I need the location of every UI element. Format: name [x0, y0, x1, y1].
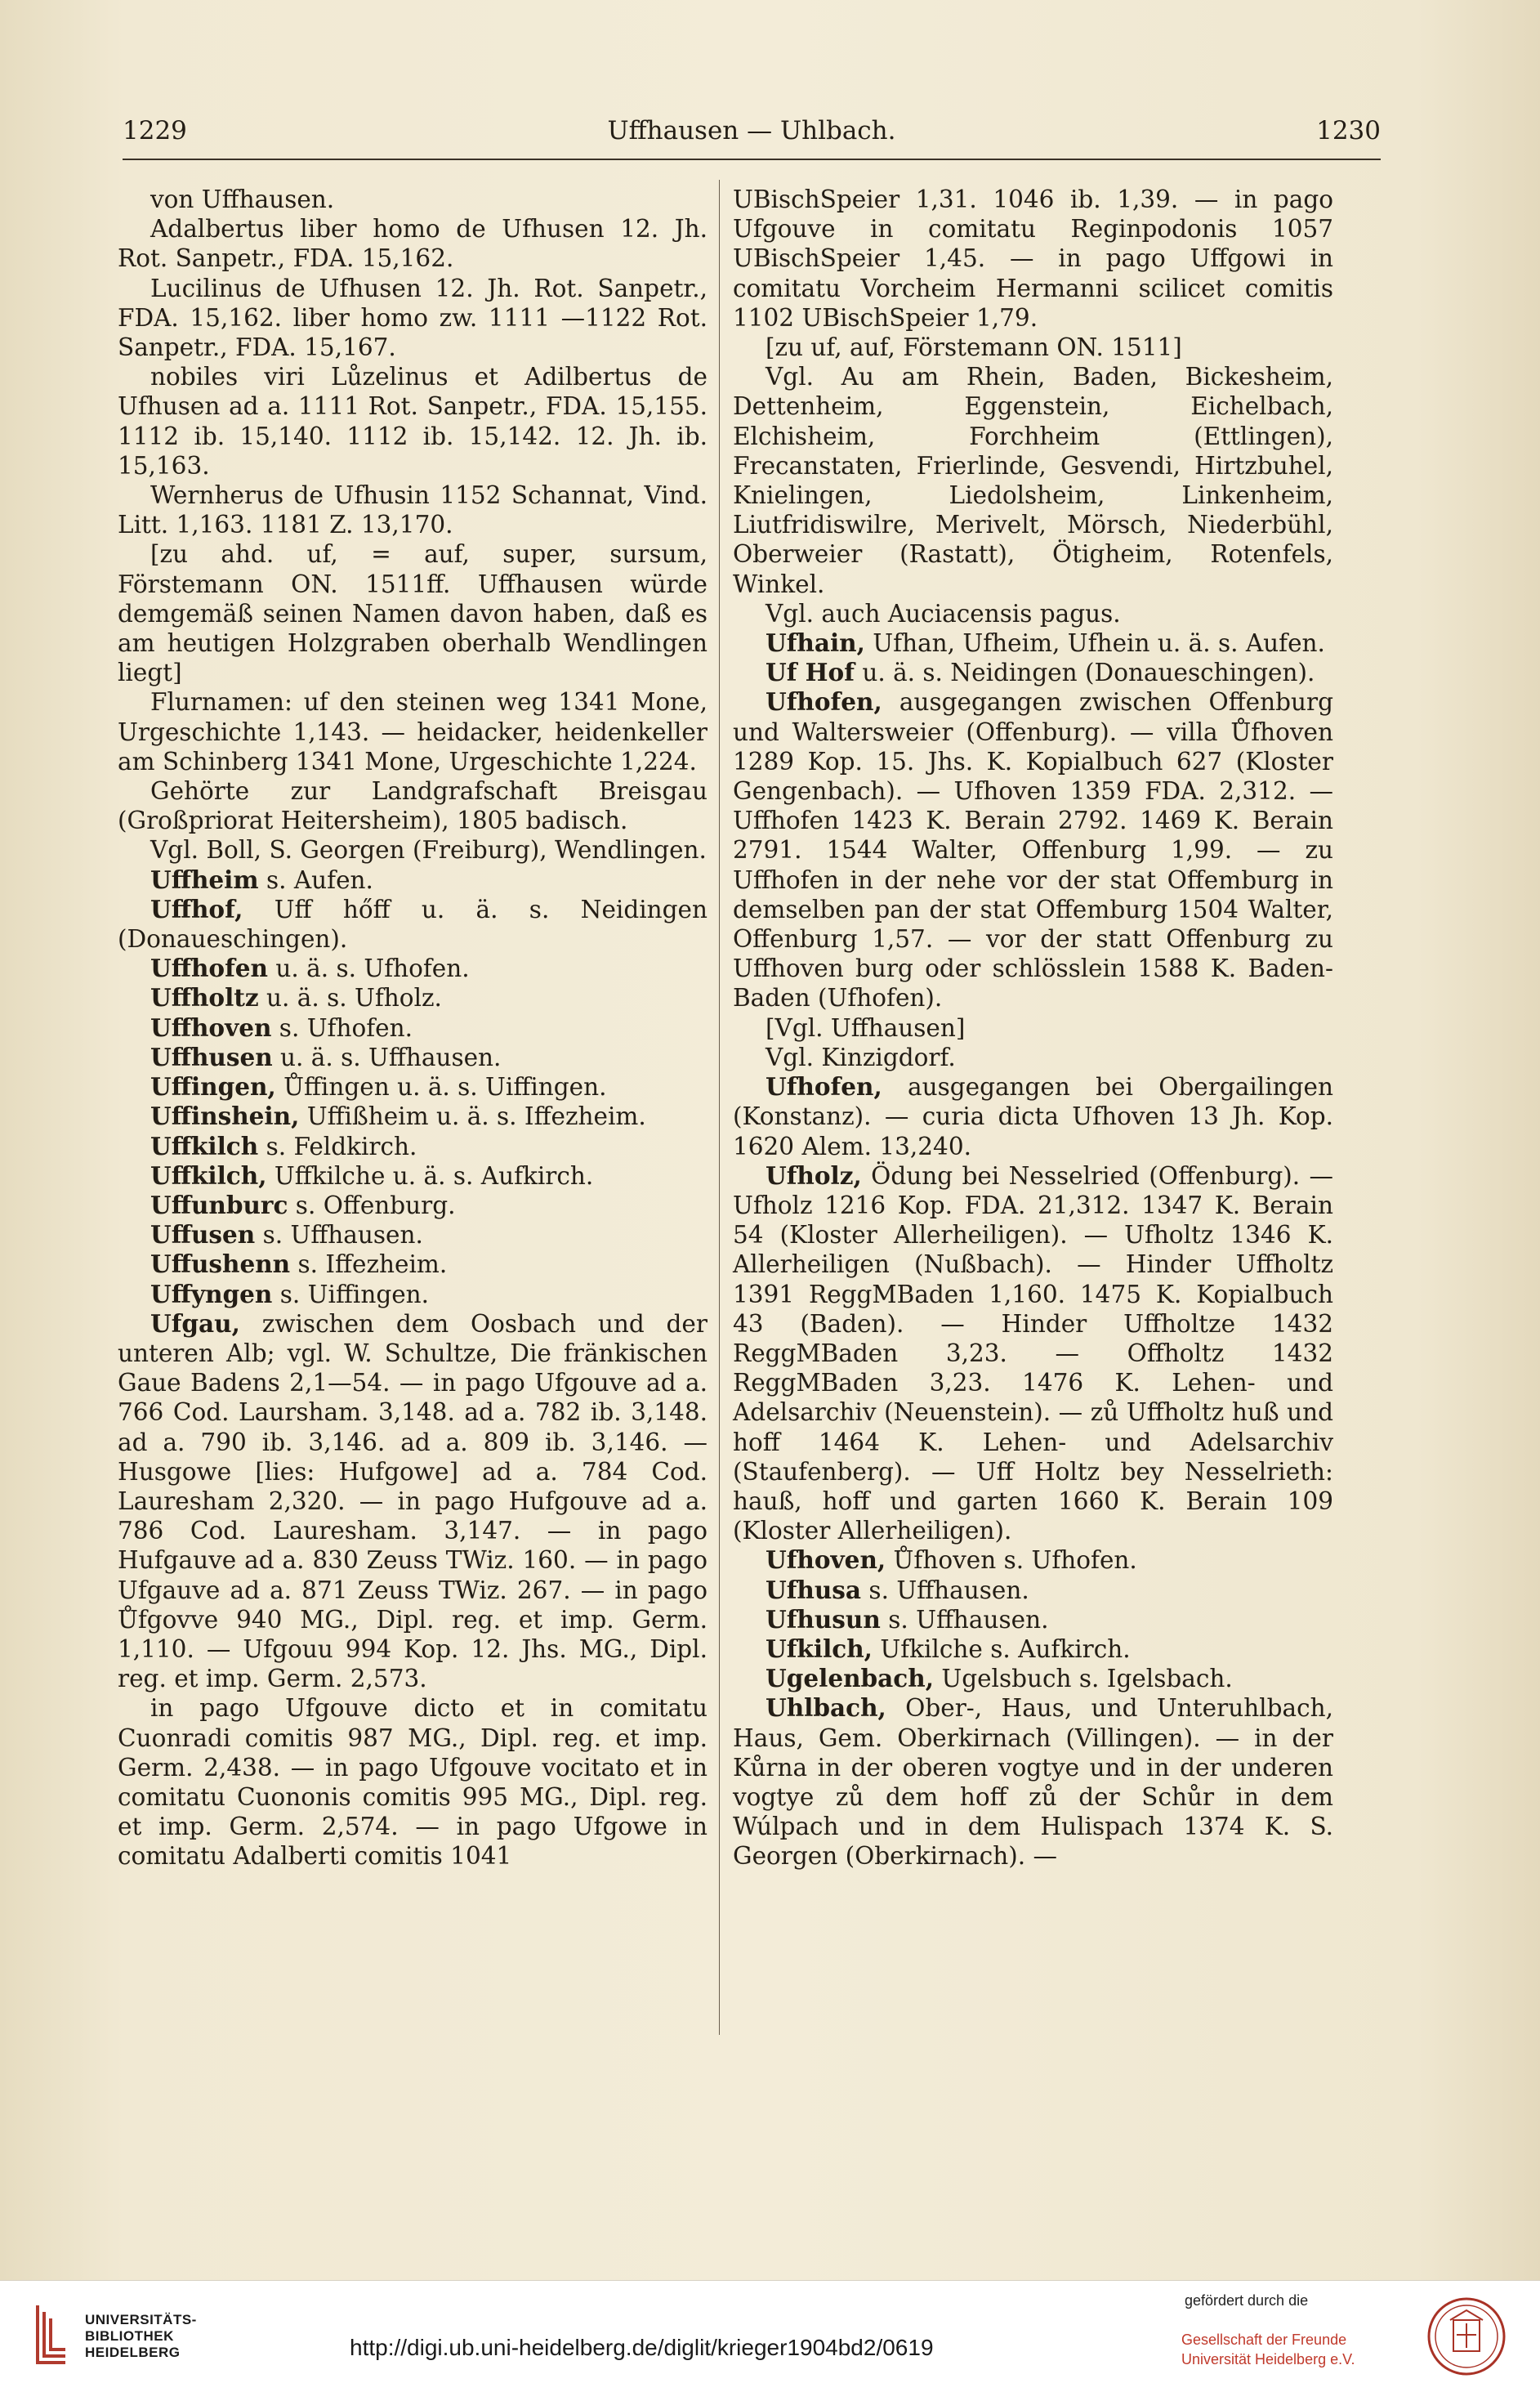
entry	[733, 658, 1333, 687]
entry-text: s. Uffhausen.	[861, 1576, 1029, 1604]
entry-text: s. Uiffingen.	[272, 1280, 430, 1308]
paragraph: nobiles viri Lůzelinus et Adilbertus de Ufhusen ad a. 1111 Rot. Sanpetr., FDA. 15,155. 1112 ib. 15,140. 1112 ib. 15,142. 12. Jh. ib. 15,163.	[118, 363, 708, 480]
paragraph: Wernherus de Ufhusin 1152 Schannat, Vind. Litt. 1,163. 1181 Z. 13,170.	[118, 481, 708, 539]
entry	[118, 895, 708, 954]
paragraph: Lucilinus de Ufhusen 12. Jh. Rot. Sanpetr., FDA. 15,162. liber homo zw. 1111 —1122 Rot. Sanpetr., FDA. 15,167.	[118, 274, 708, 362]
entry-headword: Ufgau,	[150, 1308, 240, 1338]
entry-headword: Ufhoven,	[766, 1545, 886, 1575]
paragraph: Vgl. Au am Rhein, Baden, Bickesheim, Dettenheim, Eggenstein, Eichelbach, Elchisheim, Forchheim (Ettlingen), Frecanstaten, Frierlinde, Gesvendi, Hirtzbuhel, Knielingen, Liedolsheim, Linkenheim, Liutfridiswilre, Merivelt, Mörsch, Niederbühl, Oberweier (Rastatt), Ötigheim, Rotenfels, Winkel.	[733, 363, 1333, 598]
entry-text: Ufhan, Ufheim, Ufhein u. ä. s. Aufen.	[864, 629, 1325, 658]
entry-text: u. ä. s. Ufholz.	[258, 984, 442, 1013]
paragraph: Flurnamen: uf den steinen weg 1341 Mone, Urgeschichte 1,143. — heidacker, heidenkeller am Schinberg 1341 Mone, Urgeschichte 1,224.	[118, 688, 708, 776]
entry	[118, 983, 708, 1013]
entry	[733, 1605, 1333, 1634]
paragraph: Vgl. Kinzigdorf.	[766, 1043, 956, 1071]
page-number-left: 1229	[123, 116, 187, 145]
entry-headword: Uffheim	[150, 865, 259, 894]
sponsor-name-line: Universität Heidelberg e.V.	[1181, 2351, 1355, 2367]
university-seal-icon	[1426, 2296, 1507, 2377]
entry-headword: Uffhusen	[150, 1042, 273, 1071]
entry	[733, 1072, 1333, 1161]
library-name-line: HEIDELBERG	[85, 2345, 181, 2360]
entry	[118, 1280, 708, 1309]
entry-text: Uffißheim u. ä. s. Iffezheim.	[299, 1102, 646, 1131]
paragraph: Adalbertus liber homo de Ufhusen 12. Jh. Rot. Sanpetr., FDA. 15,162.	[118, 215, 708, 273]
entry-headword: Uffkilch,	[150, 1160, 267, 1190]
entry	[733, 1664, 1333, 1693]
entry-text: u. ä. s. Neidingen (Donaueschingen).	[854, 659, 1315, 687]
entry	[733, 628, 1333, 658]
paragraph: UBischSpeier 1,31. 1046 ib. 1,39. — in pago Ufgouve in comitatu Reginpodonis 1057 UBischSpeier 1,45. — in pago Uffgowi in comitatu Vorcheim Hermanni scilicet comitis 1102 UBischSpeier 1,79.	[733, 186, 1333, 332]
entry-headword: Ufhofen,	[766, 1072, 882, 1102]
entry-text: Ugelsbuch s. Igelsbach.	[933, 1665, 1233, 1693]
page-number-right: 1230	[1316, 116, 1381, 145]
entry-text: Uff hőff u. ä. s. Neidingen (Donaueschingen).	[118, 895, 708, 954]
entry-text: u. ä. s. Ufhofen.	[267, 955, 470, 983]
library-name-line: UNIVERSITÄTS-	[85, 2312, 197, 2327]
paragraph: Vgl. auch Auciacensis pagus.	[766, 599, 1121, 628]
entry-text: s. Uffhausen.	[880, 1605, 1049, 1634]
paragraph: [zu uf, auf, Förstemann ON. 1511]	[766, 333, 1182, 362]
entry-headword: Ufkilch,	[766, 1634, 873, 1663]
entry-text: s. Uffhausen.	[255, 1221, 423, 1250]
entry-text: s. Aufen.	[258, 865, 373, 894]
entry-headword: Ufhusa	[766, 1575, 862, 1604]
entry	[118, 1220, 708, 1250]
entry-headword: Uffinshein,	[150, 1102, 300, 1131]
entry	[118, 1013, 708, 1043]
header-rule	[123, 159, 1381, 160]
entry-headword: Ufhusun	[766, 1604, 881, 1634]
entry	[733, 1545, 1333, 1575]
entry-headword: Uffusen	[150, 1220, 256, 1250]
entry-headword: Uffunburc	[150, 1190, 288, 1219]
running-head	[123, 116, 1381, 157]
entry	[118, 1191, 708, 1220]
entry	[118, 1309, 708, 1694]
entry	[118, 1102, 708, 1131]
entry-text: s. Iffezheim.	[290, 1250, 448, 1279]
paragraph: [Vgl. Uffhausen]	[766, 1013, 966, 1042]
entry-headword: Ufhofen,	[766, 687, 882, 717]
entry	[118, 1250, 708, 1279]
entry	[733, 1576, 1333, 1605]
entry-text: Uffkilche u. ä. s. Aufkirch.	[266, 1161, 594, 1190]
paragraph: von Uffhausen.	[150, 186, 335, 213]
entry-text: Ůfhoven s. Ufhofen.	[886, 1546, 1137, 1575]
library-name-line: BIBLIOTHEK	[85, 2328, 174, 2344]
entry-text: ausgegangen zwischen Offenburg und Waltersweier (Offenburg). — villa Ůfhoven 1289 Kop. 15. Jhs. K. Kopialbuch 627 (Kloster Gengenbach). — Ufhoven 1359 FDA. 2,312. — Uffhofen 1423 K. Berain 2792. 1469 K. Berain 2791. 1544 Walter, Offenburg 1,99. — zu Uffhofen in der nehe vor der stat Offemburg in demselben pan der stat Offemburg 1504 Walter, Offenburg 1,57. — vor der statt Offenburg zu Uffhoven burg oder schlösslein 1588 K. Baden-Baden (Ufhofen).	[733, 688, 1333, 1013]
entry-headword: Uffhof,	[150, 894, 243, 923]
entry-headword: Uffkilch	[150, 1131, 259, 1160]
paragraph: Gehörte zur Landgrafschaft Breisgau (Großpriorat Heitersheim), 1805 badisch.	[118, 777, 708, 835]
entry	[733, 1634, 1333, 1664]
entry-headword: Uffingen,	[150, 1072, 276, 1102]
paragraph: in pago Ufgouve dicto et in comitatu Cuonradi comitis 987 MG., Dipl. reg. et imp. Germ. 2,438. — in pago Ufgouve vocitato et in comitatu Cuononis comitis 995 MG., Dipl. reg. et imp. Germ. 2,574. — in pago Ufgowe in comitatu Adalberti comitis 1041	[118, 1694, 708, 1871]
entry-text: Ůffingen u. ä. s. Uiffingen.	[275, 1073, 607, 1102]
entry-text: u. ä. s. Uffhausen.	[272, 1043, 502, 1071]
ub-heidelberg-logo	[33, 2297, 70, 2371]
entry-text: zwischen dem Oosbach und der unteren Alb; vgl. W. Schultze, Die fränkischen Gaue Badens 2,1—54. — in pago Ufgouve ad a. 766 Cod. Laursham. 3,148. ad a. 782 ib. 3,148. ad a. 790 ib. 3,146. ad a. 809 ib. 3,146. — Husgowe [lies: Hufgowe] ad a. 784 Cod. Lauresham 2,320. — in pago Hufgouve ad a. 786 Cod. Lauresham. 3,147. — in pago Hufgauve ad a. 830 Zeuss TWiz. 160. — in pago Ufgauve ad a. 871 Zeuss TWiz. 267. — in pago Ůfgovve 940 MG., Dipl. reg. et imp. Germ. 1,110. — Ufgouu 994 Kop. 12. Jhs. MG., Dipl. reg. et imp. Germ. 2,573.	[118, 1309, 708, 1693]
paragraph: [zu ahd. uf, = auf, super, sursum, Förstemann ON. 1511ff. Uffhausen würde demgemäß seinen Namen davon haben, daß es am heutigen Holzgraben oberhalb Wendlingen liegt]	[118, 540, 708, 687]
running-title: Uffhausen — Uhlbach.	[607, 116, 896, 145]
entry-headword: Uffhoven	[150, 1013, 272, 1042]
entry-headword: Uf Hof	[766, 658, 855, 687]
entry-headword: Uffyngen	[150, 1279, 273, 1308]
entry	[118, 1072, 708, 1102]
entry-headword: Uffushenn	[150, 1250, 291, 1279]
sponsor-prefix: gefördert durch die	[1185, 2292, 1309, 2309]
entry	[118, 865, 708, 895]
entry-text: ausgegangen bei Obergailingen (Konstanz). — curia dicta Ufhoven 13 Jh. Kop. 1620 Alem. 13,240.	[733, 1073, 1333, 1160]
entry	[733, 1693, 1333, 1871]
library-name	[85, 2312, 197, 2361]
entry-text: s. Offenburg.	[288, 1191, 456, 1219]
sponsor-name	[1181, 2330, 1355, 2369]
entry	[118, 954, 708, 983]
entry-headword: Ufholz,	[766, 1160, 862, 1190]
entry-text: s. Ufhofen.	[271, 1013, 413, 1042]
left-column	[118, 185, 708, 1871]
viewer-footer	[0, 2280, 1540, 2392]
entry	[118, 1043, 708, 1072]
entry-headword: Uhlbach,	[766, 1693, 886, 1723]
column-divider	[719, 180, 720, 2035]
entry	[118, 1161, 708, 1191]
entry-headword: Uffhofen	[150, 954, 268, 983]
entry	[118, 1132, 708, 1161]
paragraph: Vgl. Boll, S. Georgen (Freiburg), Wendlingen.	[150, 836, 707, 865]
sponsor-name-line: Gesellschaft der Freunde	[1181, 2332, 1347, 2348]
entry	[733, 1161, 1333, 1546]
entry-text: Ufkilche s. Aufkirch.	[872, 1634, 1131, 1663]
entry-text: s. Feldkirch.	[258, 1132, 417, 1160]
right-column	[733, 185, 1333, 1871]
entry	[733, 687, 1333, 1013]
entry-headword: Ugelenbach,	[766, 1664, 934, 1693]
entry-text: Ödung bei Nesselried (Offenburg). — Ufholz 1216 Kop. FDA. 21,312. 1347 K. Berain 54 (Kloster Allerheiligen). — Ufholtz 1346 K. Allerheiligen (Nußbach). — Hinder Uffholtz 1391 ReggMBaden 1,160. 1475 K. Kopialbuch 43 (Baden). — Hinder Uffholtze 1432 ReggMBaden 3,23. — Offholtz 1432 ReggMBaden 3,23. 1476 K. Lehen- und Adelsarchiv (Neuenstein). — zů Uffholtz huß und hoff 1464 K. Lehen- und Adelsarchiv (Staufenberg). — Uff Holtz bey Nesselrieth: hauß, hoff und garten 1660 K. Berain 109 (Kloster Allerheiligen).	[733, 1161, 1333, 1545]
entry-headword: Ufhain,	[766, 628, 865, 658]
permalink-url[interactable]: http://digi.ub.uni-heidelberg.de/diglit/krieger1904bd2/0619	[350, 2335, 934, 2360]
entry-headword: Uffholtz	[150, 983, 259, 1013]
entry-text: Ober-, Haus, und Unteruhlbach, Haus, Gem. Oberkirnach (Villingen). — in der Kůrna in der oberen vogtye und in der underen vogtye zů dem hoff zů der Schůr in dem Wúlpach und in dem Hulispach 1374 K. S. Georgen (Oberkirnach). —	[733, 1694, 1333, 1871]
